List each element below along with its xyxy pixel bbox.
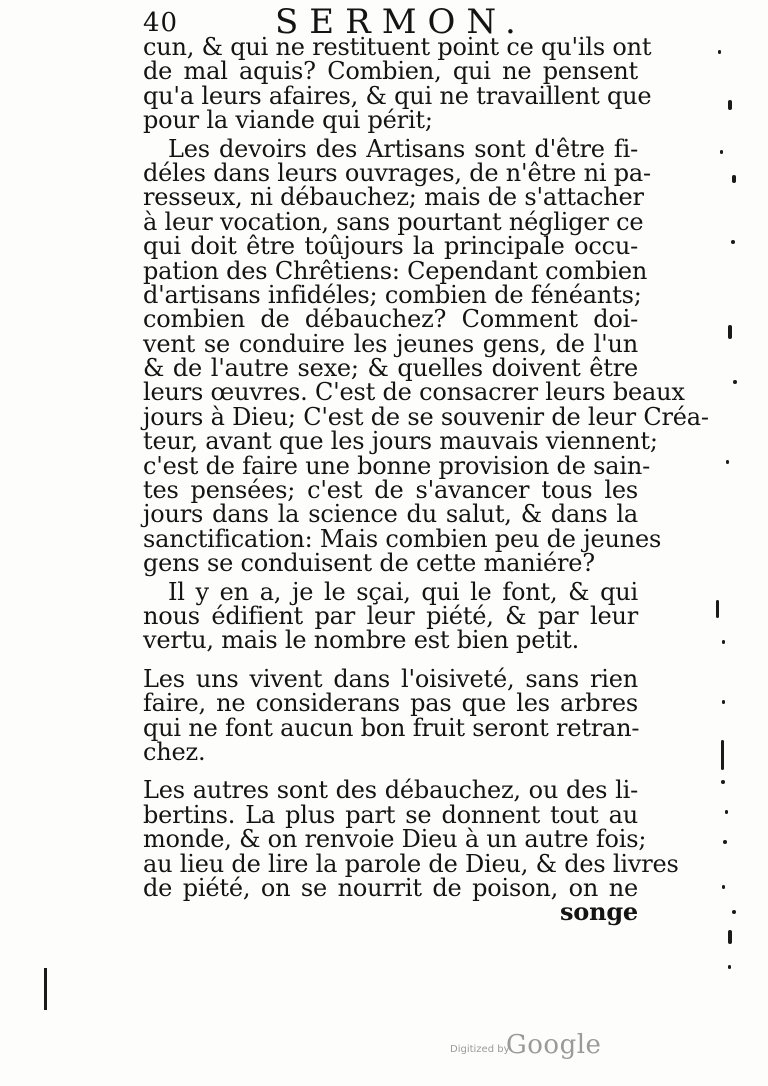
- text-line: vent se conduire les jeunes gens, de l'un: [143, 329, 638, 358]
- text-line: de mal aquis? Combien, qui ne pensent: [143, 57, 638, 86]
- google-logo: Google: [506, 1030, 602, 1060]
- text-line: chez.: [143, 737, 206, 766]
- text-line: teur, avant que les jours mauvais viennent;: [143, 427, 658, 456]
- digitized-prefix: Digitized by: [450, 1044, 510, 1055]
- text-line: resseux, ni débauchez; mais de s'attacher: [143, 183, 644, 212]
- text-line: leurs œuvres. C'est de consacrer leurs beaux: [143, 378, 685, 407]
- text-line: faire, ne considerans pas que les arbres: [143, 689, 638, 718]
- text-line: c'est de faire une bonne provision de sain-: [143, 451, 651, 480]
- scan-gutter-marks: [688, 40, 768, 1000]
- catchword: songe: [559, 897, 638, 927]
- text-line: déles dans leurs ouvrages, de n'être ni pa-: [143, 158, 651, 187]
- text-line: d'artisans infidéles; combien de fénéants;: [143, 280, 642, 309]
- text-line: jours dans la science du salut, & dans la: [143, 500, 638, 529]
- text-line: qui doit être toûjours la principale occu-: [143, 232, 638, 261]
- text-line: vertu, mais le nombre est bien petit.: [143, 626, 580, 655]
- text-line: jours à Dieu; C'est de se souvenir de leur Créa-: [143, 402, 709, 431]
- scan-edge-mark: [44, 968, 47, 1010]
- text-line: pation des Chrêtiens: Cependant combien: [143, 256, 648, 285]
- text-line: gens se conduisent de cette maniére?: [143, 549, 595, 578]
- text-line: de piété, on se nourrit de poison, on ne: [143, 873, 638, 902]
- text-line: Les devoirs des Artisans sont d'être fi-: [168, 134, 638, 163]
- text-line: monde, & on renvoie Dieu à un autre fois;: [143, 825, 647, 854]
- text-line: Les autres sont des débauchez, ou des li-: [143, 776, 638, 805]
- text-line: au lieu de lire la parole de Dieu, & des livres: [143, 849, 679, 878]
- sermon-body-text: [143, 33, 709, 927]
- text-line: & de l'autre sexe; & quelles doivent être: [143, 354, 638, 383]
- text-line: bertins. La plus part se donnent tout au: [143, 800, 638, 829]
- text-line: Les uns vivent dans l'oisiveté, sans rien: [143, 664, 638, 693]
- running-title: SERMON.: [275, 2, 527, 42]
- text-line: qui ne font aucun bon fruit seront retran-: [143, 713, 640, 742]
- text-line: qu'a leurs afaires, & qui ne travaillent que: [143, 81, 652, 110]
- text-line: combien de débauchez? Comment doi-: [143, 305, 638, 334]
- text-line: tes pensées; c'est de s'avancer tous les: [143, 476, 638, 505]
- text-line: à leur vocation, sans pourtant négliger ce: [143, 207, 644, 236]
- text-line: sanctification: Mais combien peu de jeunes: [143, 524, 662, 553]
- digitized-watermark: [450, 1030, 600, 1060]
- text-line: Il y en a, je le sçai, qui le font, & qui: [168, 577, 638, 606]
- page-number: 40: [143, 8, 179, 38]
- text-line: cun, & qui ne restituent point ce qu'ils ont: [143, 33, 652, 61]
- text-line: nous édifient par leur piété, & par leur: [143, 601, 638, 630]
- text-line: pour la viande qui périt;: [143, 106, 433, 135]
